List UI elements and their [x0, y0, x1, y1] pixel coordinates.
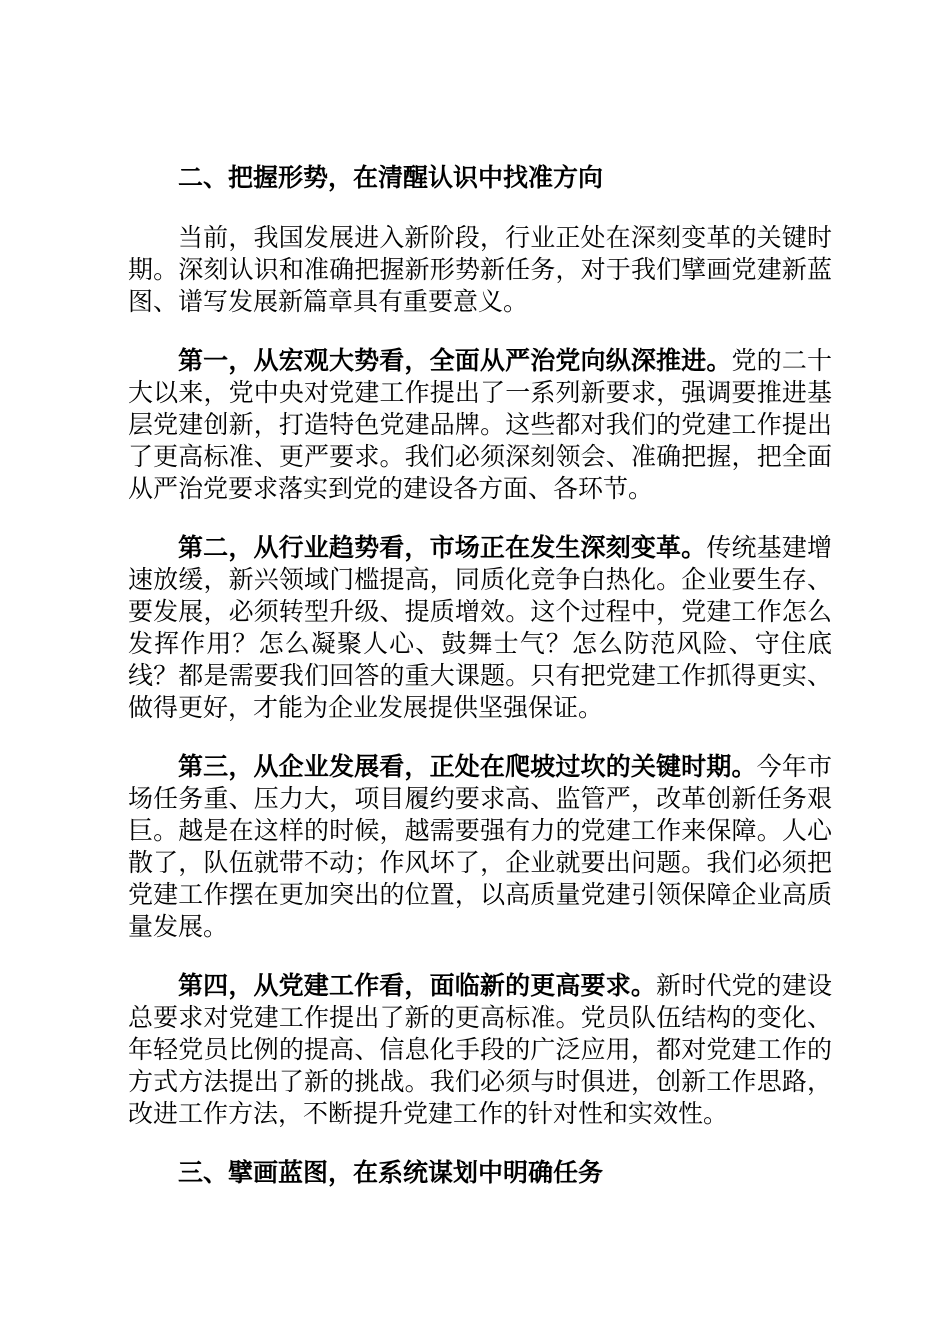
point-lead-4: 第四，从党建工作看，面临新的更高要求。	[178, 971, 657, 1000]
point-paragraph-4	[128, 970, 832, 1130]
point-paragraph-3	[128, 751, 832, 943]
point-paragraph-2	[128, 532, 832, 724]
document-page	[128, 162, 832, 1217]
point-lead-2: 第二，从行业趋势看，市场正在发生深刻变革。	[178, 533, 707, 562]
point-body-4: 新时代党的建设总要求对党建工作提出了新的更高标准。党员队伍结构的变化、年轻党员比例的提高、信息化手段的广泛应用，都对党建工作的方式方法提出了新的挑战。我们必须与时俱进，创新工作思路，改进工作方法，不断提升党建工作的针对性和实效性。	[128, 971, 832, 1128]
point-body-1: 党的二十大以来，党中央对党建工作提出了一系列新要求，强调要推进基层党建创新，打造特色党建品牌。这些都对我们的党建工作提出了更高标准、更严要求。我们必须深刻领会、准确把握，把全面从严治党要求落实到党的建设各方面、各环节。	[128, 346, 832, 503]
point-paragraph-1	[128, 345, 832, 505]
section-heading-2: 二、把握形势，在清醒认识中找准方向	[178, 163, 604, 192]
intro-paragraph: 当前，我国发展进入新阶段，行业正处在深刻变革的关键时期。深刻认识和准确把握新形势新任务，对于我们擘画党建新蓝图、谱写发展新篇章具有重要意义。	[128, 223, 832, 316]
section-heading-3: 三、擘画蓝图，在系统谋划中明确任务	[178, 1158, 604, 1187]
point-lead-3: 第三，从企业发展看，正处在爬坡过坎的关键时期。	[178, 752, 757, 781]
point-lead-1: 第一，从宏观大势看，全面从严治党向纵深推进。	[178, 346, 732, 375]
point-body-3: 今年市场任务重、压力大，项目履约要求高、监管严，改革创新任务艰巨。越是在这样的时候，越需要强有力的党建工作来保障。人心散了，队伍就带不动；作风坏了，企业就要出问题。我们必须把党建工作摆在更加突出的位置，以高质量党建引领保障企业高质量发展。	[128, 752, 832, 941]
point-body-2: 传统基建增速放缓，新兴领域门槛提高，同质化竞争白热化。企业要生存、要发展，必须转型升级、提质增效。这个过程中，党建工作怎么发挥作用？怎么凝聚人心、鼓舞士气？怎么防范风险、守住底线？都是需要我们回答的重大课题。只有把党建工作抓得更实、做得更好，才能为企业发展提供坚强保证。	[128, 533, 832, 722]
